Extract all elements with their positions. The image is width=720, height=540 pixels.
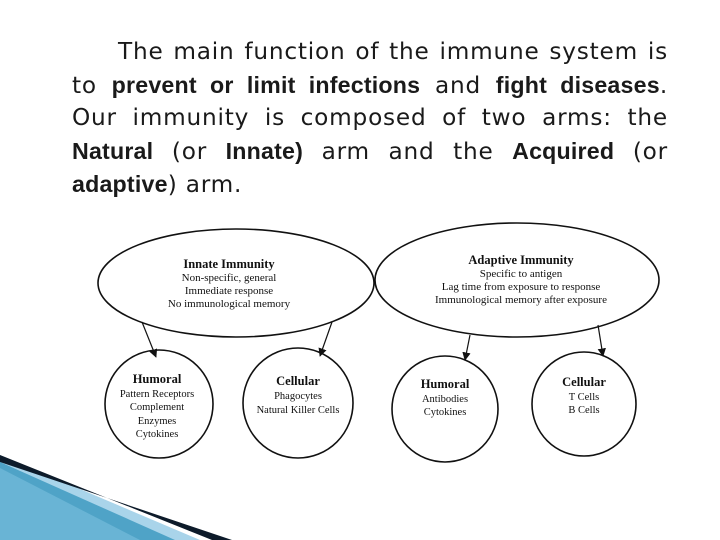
intro-text-5: arm and the	[303, 137, 513, 165]
innate-cellular-line-2: Natural Killer Cells	[256, 405, 340, 416]
innate-humoral-line-1: Pattern Receptors	[119, 389, 195, 400]
intro-text-2: and	[420, 71, 496, 99]
innate-cellular-line-1: Phagocytes	[274, 391, 322, 402]
adaptive-humoral-title: Humoral	[420, 377, 470, 391]
emphasis-acquired: Acquired	[512, 137, 615, 164]
adaptive-cellular-line-1: T Cells	[568, 392, 600, 403]
adaptive-line-2: Lag time from exposure to response	[441, 281, 601, 293]
adaptive-line-1: Specific to antigen	[479, 268, 563, 280]
intro-text-4: (or	[153, 137, 226, 165]
innate-line-1: Non-specific, general	[181, 272, 277, 284]
adaptive-humoral-line-1: Antibodies	[421, 394, 469, 405]
adaptive-humoral-line-2: Cytokines	[423, 407, 467, 418]
innate-humoral-title: Humoral	[132, 372, 182, 386]
innate-title: Innate Immunity	[183, 257, 275, 271]
innate-humoral-line-3: Enzymes	[137, 416, 177, 427]
intro-text-7: ) arm.	[167, 171, 243, 198]
adaptive-title: Adaptive Immunity	[468, 253, 574, 267]
intro-text-6: (or	[614, 137, 668, 165]
innate-humoral-line-4: Cytokines	[135, 429, 179, 440]
adaptive-cellular-line-2: B Cells	[568, 405, 600, 416]
emphasis-natural: Natural	[72, 137, 154, 164]
adaptive-line-3: Immunological memory after exposure	[435, 294, 607, 306]
emphasis-adaptive: adaptive	[72, 171, 168, 197]
intro-text-1: The main function of the immune system is to	[72, 38, 668, 99]
innate-cellular-title: Cellular	[276, 374, 320, 388]
emphasis-fight-diseases: fight diseases	[495, 71, 660, 98]
adaptive-cellular-title: Cellular	[562, 375, 606, 389]
emphasis-innate: Innate)	[225, 137, 304, 164]
innate-line-2: Immediate response	[184, 285, 274, 297]
emphasis-prevent-infections: prevent or limit infections	[111, 71, 421, 98]
innate-line-3: No immunological memory	[167, 298, 291, 310]
intro-text-3: . Our immunity is composed of two arms: the	[72, 71, 668, 131]
innate-humoral-line-2: Complement	[129, 402, 185, 413]
